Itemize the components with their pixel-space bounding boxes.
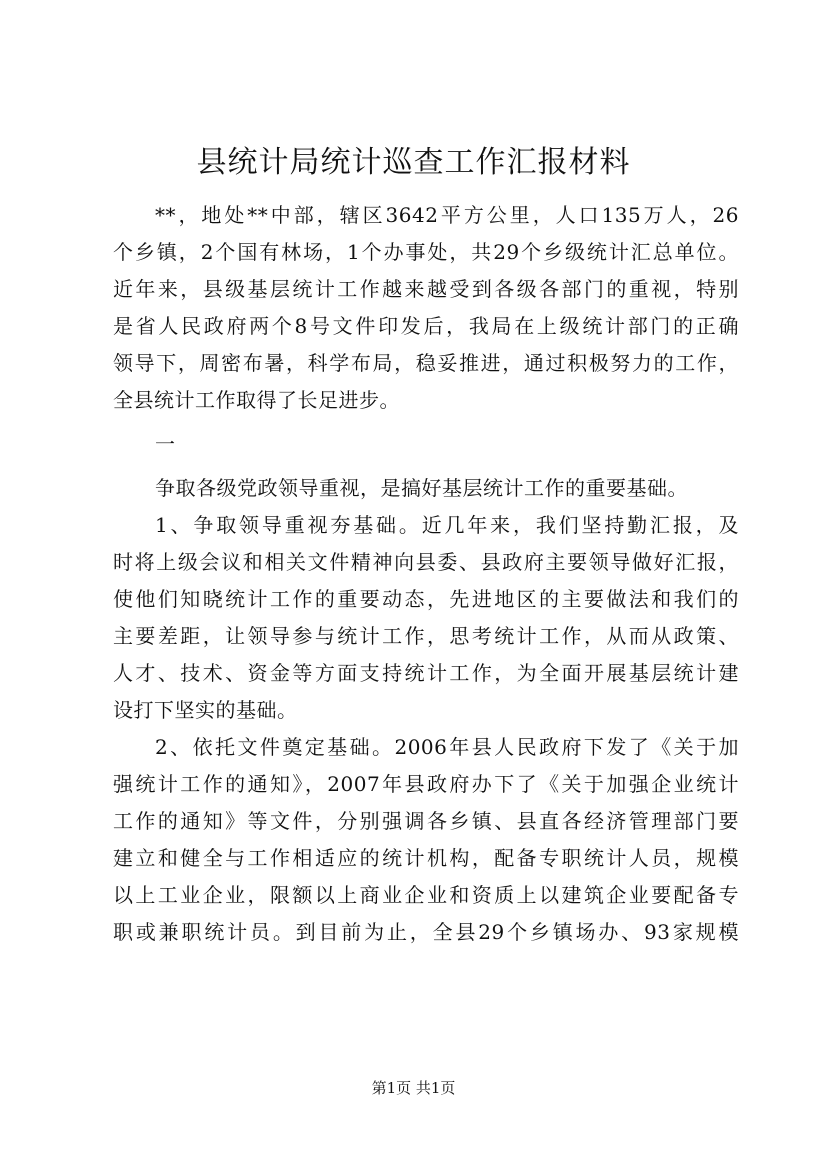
- body-line: 强统计工作的通知》，2007年县政府办下了《关于加强企业统计: [113, 772, 739, 796]
- body-line: 时将上级会议和相关文件精神向县委、县政府主要领导做好汇报，: [113, 550, 739, 574]
- body-line: 全县统计工作取得了长足进步。: [113, 388, 400, 412]
- body-line: 是省人民政府两个8号文件印发后，我局在上级统计部门的正确: [113, 314, 739, 338]
- body-line: 个乡镇，2个国有林场，1个办事处，共29个乡级统计汇总单位。: [113, 240, 739, 264]
- body-line: 职或兼职统计员。到目前为止，全县29个乡镇场办、93家规模: [113, 920, 739, 944]
- section-number: 一: [155, 432, 176, 456]
- body-line: 领导下，周密布暑，科学布局，稳妥推进，通过积极努力的工作，: [113, 351, 739, 375]
- page-footer: 第1页 共1页: [371, 1079, 456, 1097]
- body-line: 设打下坚实的基础。: [113, 698, 298, 722]
- body-line: 近年来，县级基层统计工作越来越受到各级各部门的重视，特别: [113, 277, 739, 301]
- section-heading: 争取各级党政领导重视，是搞好基层统计工作的重要基础。: [155, 476, 688, 500]
- body-line: 使他们知晓统计工作的重要动态，先进地区的主要做法和我们的: [113, 587, 739, 611]
- body-line: 以上工业企业，限额以上商业企业和资质上以建筑企业要配备专: [113, 883, 739, 907]
- body-line: 1、争取领导重视夯基础。近几年来，我们坚持勤汇报，及: [155, 513, 739, 537]
- body-line: 2、依托文件奠定基础。2006年县人民政府下发了《关于加: [155, 735, 739, 759]
- body-line: 工作的通知》等文件，分别强调各乡镇、县直各经济管理部门要: [113, 809, 739, 833]
- document-body: [113, 197, 739, 951]
- body-line: 主要差距，让领导参与统计工作，思考统计工作，从而从政策、: [113, 624, 739, 648]
- body-line: 建立和健全与工作相适应的统计机构，配备专职统计人员，规模: [113, 846, 739, 870]
- body-line: **，地处**中部，辖区3642平方公里，人口135万人，26: [155, 203, 739, 227]
- body-line: 人才、技术、资金等方面支持统计工作，为全面开展基层统计建: [113, 661, 739, 685]
- document-title: 县统计局统计巡查工作汇报材料: [196, 145, 631, 180]
